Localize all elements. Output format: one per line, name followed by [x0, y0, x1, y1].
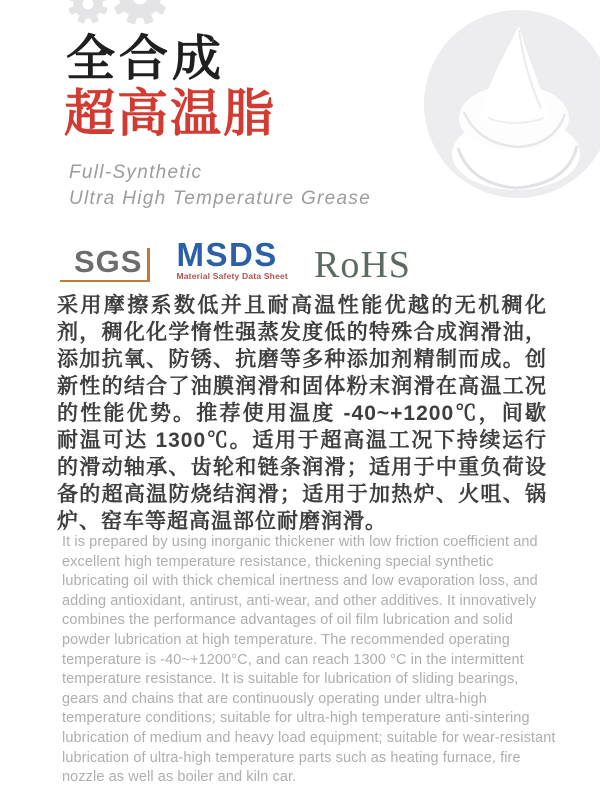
product-title-cn-highlight: 超高温脂 — [64, 85, 277, 142]
certification-logos — [60, 236, 411, 286]
description-english: It is prepared by using inorganic thickener with low friction coefficient and excellent high temperature resistance, thickening special synthetic lubricating oil with thick chemical inertness and low evaporation loss, and adding antioxidant, antirust, anti-wear, and other additives. It innovatively combines the performance advantages of oil film lubrication and solid powder lubrication at high temperature. The recommended operating temperature is -40~+1200°C, and can reach 1300 °C in the intermittent temperature resistance. It is suitable for lubrication of sliding bearings, gears and chains that are continuously operating under ultra-high temperature conditions; suitable for ultra-high temperature anti-sintering lubrication of medium and heavy load equipment; suitable for wear-resistant lubrication of ultra-high temperature parts such as heating furnace, fire nozzle as well as boiler and kiln car. — [62, 534, 556, 786]
gear-decoration — [60, 0, 180, 30]
grease-swirl-image — [418, 6, 600, 208]
msds-label: MSDS — [176, 236, 278, 273]
msds-logo — [176, 236, 288, 282]
description-chinese: 采用摩擦系数低并且耐高温性能优越的无机稠化剂，稠化化学惰性强蒸发度低的特殊合成润滑油，添加抗氧、防锈、抗磨等多种添加剂精制而成。创新性的结合了油膜润滑和固体粉末润滑在高温工况的性能优势。推荐使用温度 -40~+1200℃，间歇耐温可达 1300℃。适用于超高温工况下持续运行的滑动轴承、齿轮和链条润滑；适用于中重负荷设备的超高温防烧结润滑；适用于加热炉、火咀、锅炉、窑车等超高温部位耐磨润滑。 — [57, 294, 547, 533]
product-photo — [418, 6, 600, 208]
sgs-label: SGS — [74, 244, 143, 279]
subtitle-line-2: Ultra High Temperature Grease — [69, 188, 372, 209]
gear-icon — [68, 0, 108, 24]
product-subtitle-en — [69, 160, 371, 212]
rohs-label: RoHS — [313, 244, 411, 286]
msds-subtitle: Material Safety Data Sheet — [176, 271, 288, 281]
gear-icon — [112, 0, 169, 25]
subtitle-line-1: Full-Synthetic — [69, 162, 203, 183]
sgs-logo — [60, 244, 150, 282]
rohs-logo — [313, 244, 411, 286]
product-title-cn: 全合成 — [66, 32, 226, 86]
